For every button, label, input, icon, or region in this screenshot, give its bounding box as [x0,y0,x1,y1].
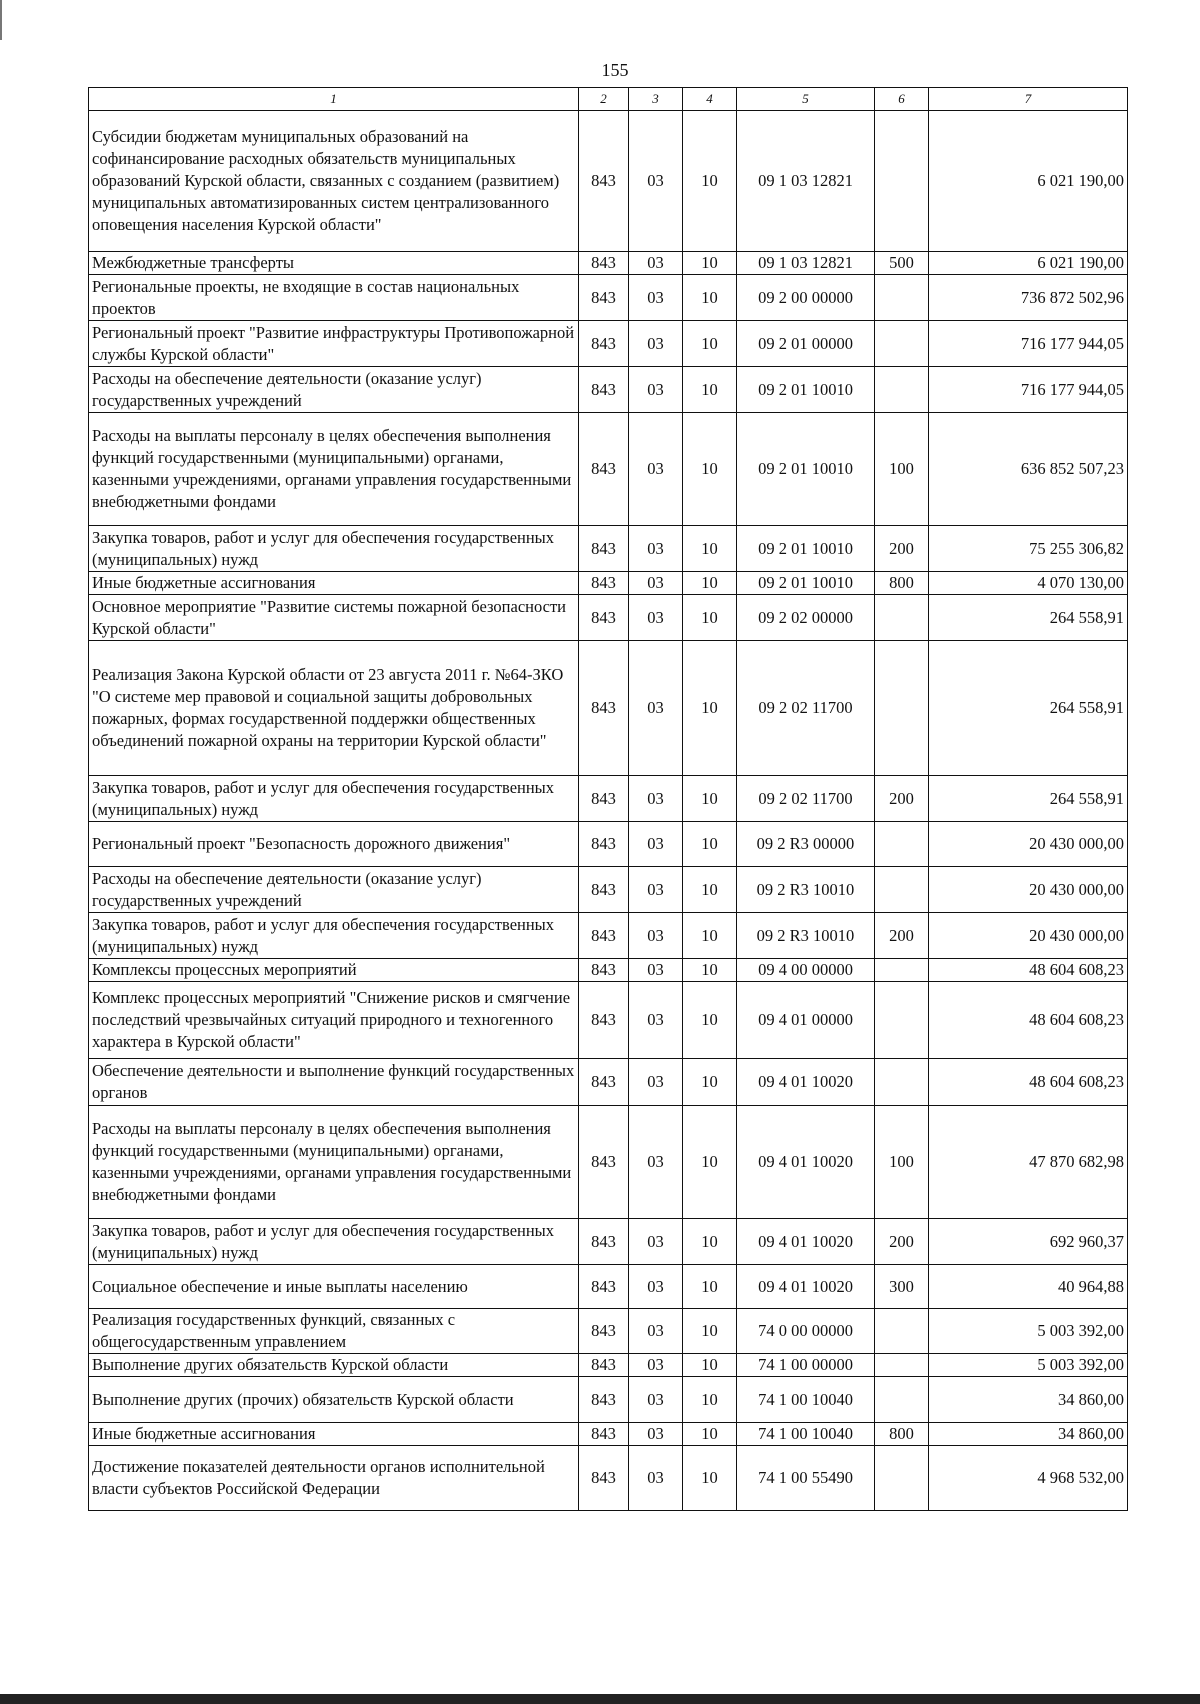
row-subsection: 10 [683,1265,737,1309]
row-subsection: 10 [683,822,737,867]
row-name: Расходы на выплаты персоналу в целях обеспечения выполнения функций государственными (муниципальными) органами, казенными учреждениями, органами управления государственными внебюджетными фондами [89,1106,579,1219]
row-name: Социальное обеспечение и иные выплаты населению [89,1265,579,1309]
row-target-article: 09 1 03 12821 [737,111,875,252]
row-amount: 6 021 190,00 [929,111,1128,252]
row-subsection: 10 [683,572,737,595]
row-expense-type [875,1377,929,1423]
row-amount: 5 003 392,00 [929,1309,1128,1354]
row-name: Закупка товаров, работ и услуг для обеспечения государственных (муниципальных) нужд [89,913,579,959]
row-subsection: 10 [683,982,737,1059]
row-expense-type: 200 [875,913,929,959]
row-amount: 48 604 608,23 [929,959,1128,982]
row-target-article: 09 4 01 10020 [737,1106,875,1219]
row-name: Закупка товаров, работ и услуг для обеспечения государственных (муниципальных) нужд [89,526,579,572]
row-section: 03 [629,1309,683,1354]
table-row [89,641,1128,776]
row-expense-type [875,367,929,413]
row-section: 03 [629,867,683,913]
table-row [89,1309,1128,1354]
row-admin-code: 843 [579,776,629,822]
row-subsection: 10 [683,275,737,321]
row-section: 03 [629,641,683,776]
row-amount: 48 604 608,23 [929,1059,1128,1106]
row-section: 03 [629,1219,683,1265]
row-admin-code: 843 [579,526,629,572]
table-row [89,413,1128,526]
row-amount: 20 430 000,00 [929,822,1128,867]
row-target-article: 09 4 01 10020 [737,1219,875,1265]
table-row [89,111,1128,252]
row-name: Комплекс процессных мероприятий "Снижение рисков и смягчение последствий чрезвычайных ситуаций природного и техногенного характера в Курской области" [89,982,579,1059]
row-amount: 47 870 682,98 [929,1106,1128,1219]
row-section: 03 [629,1354,683,1377]
row-amount: 5 003 392,00 [929,1354,1128,1377]
row-expense-type [875,822,929,867]
row-admin-code: 843 [579,1423,629,1446]
row-target-article: 09 2 02 11700 [737,641,875,776]
row-section: 03 [629,822,683,867]
row-section: 03 [629,1423,683,1446]
row-name: Закупка товаров, работ и услуг для обеспечения государственных (муниципальных) нужд [89,776,579,822]
row-expense-type [875,1309,929,1354]
row-section: 03 [629,321,683,367]
scan-edge-line [0,0,2,40]
row-target-article: 74 0 00 00000 [737,1309,875,1354]
row-amount: 34 860,00 [929,1423,1128,1446]
column-header: 2 [579,88,629,111]
row-section: 03 [629,572,683,595]
row-name: Комплексы процессных мероприятий [89,959,579,982]
row-admin-code: 843 [579,1059,629,1106]
column-number-row [89,88,1128,111]
row-subsection: 10 [683,1377,737,1423]
column-header: 1 [89,88,579,111]
table-row [89,1446,1128,1511]
table-row [89,1219,1128,1265]
row-name: Выполнение других обязательств Курской области [89,1354,579,1377]
row-target-article: 09 2 02 11700 [737,776,875,822]
row-expense-type: 300 [875,1265,929,1309]
table-row [89,1265,1128,1309]
row-subsection: 10 [683,413,737,526]
row-subsection: 10 [683,913,737,959]
row-target-article: 09 2 01 10010 [737,572,875,595]
row-section: 03 [629,111,683,252]
row-expense-type [875,959,929,982]
row-target-article: 09 1 03 12821 [737,252,875,275]
row-name: Выполнение других (прочих) обязательств Курской области [89,1377,579,1423]
row-admin-code: 843 [579,1446,629,1511]
row-expense-type [875,982,929,1059]
row-name: Основное мероприятие "Развитие системы пожарной безопасности Курской области" [89,595,579,641]
row-section: 03 [629,1106,683,1219]
row-name: Обеспечение деятельности и выполнение функций государственных органов [89,1059,579,1106]
row-subsection: 10 [683,776,737,822]
budget-table [88,87,1128,1511]
row-subsection: 10 [683,1106,737,1219]
row-target-article: 09 2 01 10010 [737,526,875,572]
row-subsection: 10 [683,1309,737,1354]
row-expense-type: 200 [875,526,929,572]
row-admin-code: 843 [579,252,629,275]
row-admin-code: 843 [579,1106,629,1219]
table-body [89,111,1128,1511]
table-row [89,252,1128,275]
row-section: 03 [629,1265,683,1309]
row-amount: 692 960,37 [929,1219,1128,1265]
row-target-article: 09 4 01 10020 [737,1265,875,1309]
row-name: Закупка товаров, работ и услуг для обеспечения государственных (муниципальных) нужд [89,1219,579,1265]
row-expense-type [875,275,929,321]
row-expense-type [875,1059,929,1106]
row-name: Иные бюджетные ассигнования [89,1423,579,1446]
row-section: 03 [629,595,683,641]
row-amount: 4 070 130,00 [929,572,1128,595]
table-row [89,822,1128,867]
row-subsection: 10 [683,641,737,776]
row-subsection: 10 [683,111,737,252]
row-section: 03 [629,913,683,959]
row-subsection: 10 [683,321,737,367]
row-target-article: 09 4 01 10020 [737,1059,875,1106]
table-row [89,321,1128,367]
row-expense-type: 100 [875,413,929,526]
row-admin-code: 843 [579,275,629,321]
row-expense-type: 200 [875,1219,929,1265]
row-admin-code: 843 [579,982,629,1059]
row-admin-code: 843 [579,1265,629,1309]
row-subsection: 10 [683,526,737,572]
row-target-article: 09 2 00 00000 [737,275,875,321]
row-expense-type [875,321,929,367]
row-expense-type [875,111,929,252]
row-admin-code: 843 [579,321,629,367]
row-amount: 6 021 190,00 [929,252,1128,275]
table-row [89,1106,1128,1219]
row-expense-type [875,641,929,776]
row-section: 03 [629,252,683,275]
row-admin-code: 843 [579,413,629,526]
table-row [89,572,1128,595]
row-name: Региональный проект "Развитие инфраструктуры Противопожарной службы Курской области" [89,321,579,367]
row-subsection: 10 [683,1446,737,1511]
row-admin-code: 843 [579,822,629,867]
row-amount: 40 964,88 [929,1265,1128,1309]
row-name: Достижение показателей деятельности органов исполнительной власти субъектов Российской Федерации [89,1446,579,1511]
row-amount: 716 177 944,05 [929,321,1128,367]
column-header: 5 [737,88,875,111]
row-expense-type [875,1354,929,1377]
column-header: 6 [875,88,929,111]
row-target-article: 09 2 R3 10010 [737,867,875,913]
row-subsection: 10 [683,1423,737,1446]
row-amount: 75 255 306,82 [929,526,1128,572]
table-row [89,1377,1128,1423]
row-expense-type: 800 [875,572,929,595]
row-section: 03 [629,959,683,982]
row-expense-type: 800 [875,1423,929,1446]
row-name: Расходы на обеспечение деятельности (оказание услуг) государственных учреждений [89,367,579,413]
row-section: 03 [629,413,683,526]
row-amount: 264 558,91 [929,641,1128,776]
row-amount: 20 430 000,00 [929,867,1128,913]
row-section: 03 [629,275,683,321]
row-target-article: 09 2 02 00000 [737,595,875,641]
row-name: Межбюджетные трансферты [89,252,579,275]
row-expense-type: 200 [875,776,929,822]
row-subsection: 10 [683,1219,737,1265]
column-header: 3 [629,88,683,111]
table-row [89,595,1128,641]
table-row [89,913,1128,959]
row-target-article: 74 1 00 10040 [737,1423,875,1446]
row-admin-code: 843 [579,1354,629,1377]
row-name: Реализация Закона Курской области от 23 августа 2011 г. №64-ЗКО "О системе мер правовой и социальной защиты добровольных пожарных, формах государственной поддержки общественных объединений пожарной охраны на территории Курской области" [89,641,579,776]
row-amount: 4 968 532,00 [929,1446,1128,1511]
row-target-article: 09 4 00 00000 [737,959,875,982]
row-admin-code: 843 [579,913,629,959]
row-name: Расходы на обеспечение деятельности (оказание услуг) государственных учреждений [89,867,579,913]
table-row [89,959,1128,982]
row-name: Реализация государственных функций, связанных с общегосударственным управлением [89,1309,579,1354]
row-admin-code: 843 [579,111,629,252]
row-target-article: 09 2 01 00000 [737,321,875,367]
table-row [89,1059,1128,1106]
row-expense-type [875,1446,929,1511]
row-subsection: 10 [683,595,737,641]
row-expense-type: 100 [875,1106,929,1219]
row-target-article: 74 1 00 10040 [737,1377,875,1423]
row-section: 03 [629,776,683,822]
row-admin-code: 843 [579,1377,629,1423]
row-section: 03 [629,526,683,572]
row-amount: 264 558,91 [929,776,1128,822]
row-target-article: 74 1 00 00000 [737,1354,875,1377]
row-subsection: 10 [683,867,737,913]
table-row [89,1423,1128,1446]
row-section: 03 [629,1446,683,1511]
column-header: 4 [683,88,737,111]
row-section: 03 [629,1059,683,1106]
row-admin-code: 843 [579,867,629,913]
row-admin-code: 843 [579,595,629,641]
row-subsection: 10 [683,252,737,275]
row-expense-type: 500 [875,252,929,275]
row-subsection: 10 [683,367,737,413]
row-amount: 48 604 608,23 [929,982,1128,1059]
table-row [89,367,1128,413]
table-row [89,275,1128,321]
row-admin-code: 843 [579,1309,629,1354]
table-row [89,526,1128,572]
table-row [89,982,1128,1059]
row-subsection: 10 [683,1059,737,1106]
column-header: 7 [929,88,1128,111]
row-name: Региональный проект "Безопасность дорожного движения" [89,822,579,867]
row-expense-type [875,867,929,913]
row-admin-code: 843 [579,1219,629,1265]
row-target-article: 09 2 01 10010 [737,367,875,413]
table-row [89,867,1128,913]
row-subsection: 10 [683,959,737,982]
row-admin-code: 843 [579,641,629,776]
table-row [89,776,1128,822]
row-name: Субсидии бюджетам муниципальных образований на софинансирование расходных обязательств муниципальных образований Курской области, связанных с созданием (развитием) муниципальных автоматизированных систем централизованного оповещения населения Курской области" [89,111,579,252]
row-expense-type [875,595,929,641]
row-admin-code: 843 [579,572,629,595]
row-amount: 716 177 944,05 [929,367,1128,413]
row-admin-code: 843 [579,959,629,982]
row-amount: 20 430 000,00 [929,913,1128,959]
row-subsection: 10 [683,1354,737,1377]
row-amount: 264 558,91 [929,595,1128,641]
row-target-article: 74 1 00 55490 [737,1446,875,1511]
row-name: Расходы на выплаты персоналу в целях обеспечения выполнения функций государственными (муниципальными) органами, казенными учреждениями, органами управления государственными внебюджетными фондами [89,413,579,526]
row-section: 03 [629,367,683,413]
table-row [89,1354,1128,1377]
row-name: Региональные проекты, не входящие в состав национальных проектов [89,275,579,321]
row-section: 03 [629,982,683,1059]
row-target-article: 09 4 01 00000 [737,982,875,1059]
page-number: 155 [601,60,629,80]
row-section: 03 [629,1377,683,1423]
row-amount: 34 860,00 [929,1377,1128,1423]
row-amount: 736 872 502,96 [929,275,1128,321]
row-admin-code: 843 [579,367,629,413]
row-amount: 636 852 507,23 [929,413,1128,526]
scan-bottom-edge [0,1694,1200,1704]
row-target-article: 09 2 01 10010 [737,413,875,526]
row-target-article: 09 2 R3 10010 [737,913,875,959]
row-name: Иные бюджетные ассигнования [89,572,579,595]
row-target-article: 09 2 R3 00000 [737,822,875,867]
